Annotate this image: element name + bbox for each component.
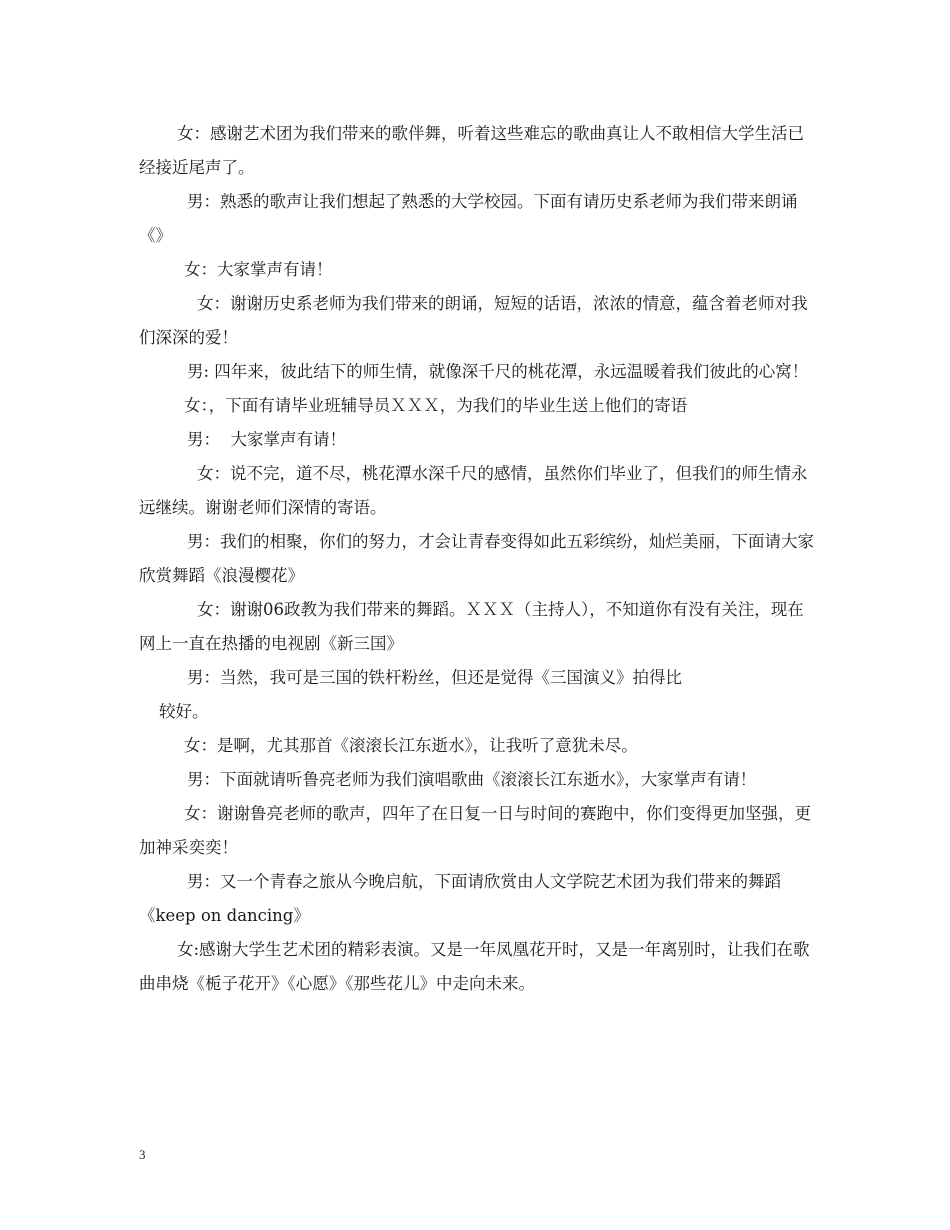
- paragraph-text: 女：谢谢历史系老师为我们带来的朗诵，短短的话语，浓浓的情意，蕴含着老师对我们深深的爱！: [139, 294, 808, 347]
- paragraph: [139, 933, 814, 1001]
- paragraph-text: 男: 四年来，彼此结下的师生情，就像深千尺的桃花潭，永远温暖着我们彼此的心窝！: [187, 362, 809, 381]
- paragraph-text: 男：熟悉的歌声让我们想起了熟悉的大学校园。下面有请历史系老师为我们带来朗诵《》: [139, 192, 798, 245]
- paragraph: [139, 763, 814, 797]
- paragraph-text: 女：，下面有请毕业班辅导员ＸＸＸ，为我们的毕业生送上他们的寄语: [184, 396, 688, 415]
- paragraph-text: 男：当然，我可是三国的铁杆粉丝，但还是觉得《三国演义》拍得比: [187, 668, 682, 687]
- paragraph-text: 女：是啊，尤其那首《滚滚长江东逝水》，让我听了意犹未尽。: [184, 736, 638, 755]
- paragraph: [139, 117, 814, 185]
- page-number: 3: [139, 1147, 146, 1162]
- paragraph: [139, 525, 814, 593]
- paragraph-text: 女:感谢大学生艺术团的精彩表演。又是一年凤凰花开时，又是一年离别时，让我们在歌曲串烧《栀子花开》《心愿》《那些花儿》中走向未来。: [139, 940, 810, 993]
- paragraph: [139, 389, 814, 423]
- paragraph: [139, 423, 814, 457]
- paragraph: [139, 185, 814, 253]
- paragraph-text: 男：我们的相聚，你们的努力，才会让青春变得如此五彩缤纷，灿烂美丽，下面请大家欣赏舞蹈《浪漫樱花》: [139, 532, 814, 585]
- paragraph: [139, 355, 814, 389]
- paragraph-text: 女：大家掌声有请！: [184, 260, 333, 279]
- paragraph-text: 女：谢谢06政教为我们带来的舞蹈。ＸＸＸ（主持人），不知道你有没有关注，现在网上一直在热播的电视剧《新三国》: [139, 600, 804, 653]
- paragraph-text: 较好。: [159, 702, 209, 721]
- paragraph: [139, 661, 814, 695]
- paragraph-text: 女：感谢艺术团为我们带来的歌伴舞，听着这些难忘的歌曲真让人不敢相信大学生活已经接近尾声了。: [139, 124, 804, 177]
- paragraph-text: 男： 大家掌声有请！: [187, 430, 346, 449]
- paragraph: [139, 593, 814, 661]
- paragraph-text: 男：下面就请听鲁亮老师为我们演唱歌曲《滚滚长江东逝水》，大家掌声有请！: [187, 770, 757, 789]
- paragraph: [139, 253, 814, 287]
- paragraph: [139, 865, 814, 933]
- paragraph: [139, 287, 814, 355]
- paragraph-text: 女：说不完，道不尽，桃花潭水深千尺的感情，虽然你们毕业了，但我们的师生情永远继续。谢谢老师们深情的寄语。: [139, 464, 808, 517]
- paragraph: [139, 797, 814, 865]
- paragraph-text: 女：谢谢鲁亮老师的歌声，四年了在日复一日与时间的赛跑中，你们变得更加坚强，更加神采奕奕！: [139, 804, 811, 857]
- body-text: [139, 117, 814, 1001]
- paragraph-text: 男：又一个青春之旅从今晚启航，下面请欣赏由人文学院艺术团为我们带来的舞蹈《keep on dancing》: [139, 872, 781, 925]
- paragraph: [139, 457, 814, 525]
- paragraph: [139, 729, 814, 763]
- paragraph: [139, 695, 814, 729]
